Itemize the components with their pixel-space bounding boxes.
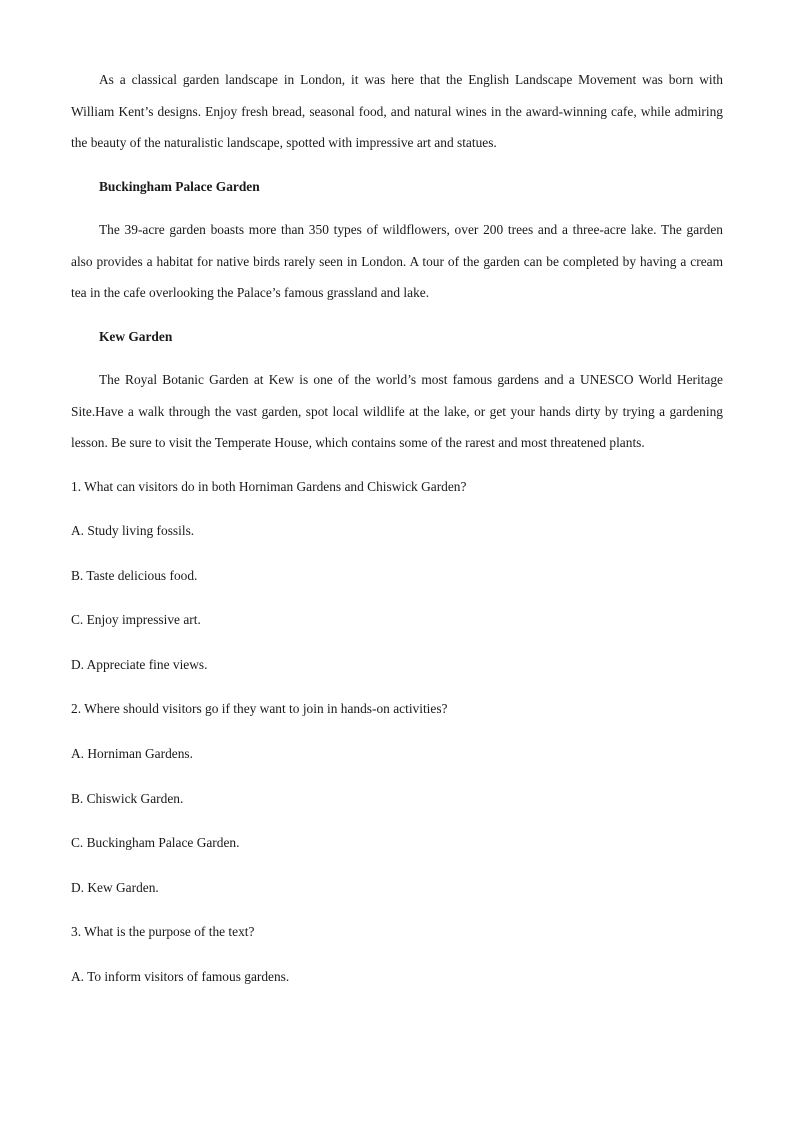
question-1-stem: 1. What can visitors do in both Horniman Gardens and Chiswick Garden? [71, 478, 467, 494]
section-body-kew: The Royal Botanic Garden at Kew is one of the world’s most famous gardens and a UNESCO World Heritage Site.Have a walk through the vast garden, spot local wildlife at the lake, or get your hands dirty by trying a gardening lesson. Be sure to visit the Temperate House, which contains some of the rarest and most threatened plants. [71, 372, 723, 450]
question-2-option-b: B. Chiswick Garden. [71, 790, 184, 806]
question-2-option-c: C. Buckingham Palace Garden. [71, 835, 240, 851]
question-1-option-d: D. Appreciate fine views. [71, 656, 208, 672]
section-heading-kew: Kew Garden [99, 328, 173, 344]
question-2-stem: 2. Where should visitors go if they want to join in hands-on activities? [71, 701, 448, 717]
question-1-option-a: A. Study living fossils. [71, 523, 195, 539]
document-body [71, 64, 723, 1006]
question-list [71, 471, 723, 994]
question-3-option-a: A. To inform visitors of famous gardens. [71, 969, 290, 985]
question-1-option-c: C. Enjoy impressive art. [71, 612, 201, 628]
intro-paragraph: As a classical garden landscape in London, it was here that the English Landscape Movement was born with William Kent’s designs. Enjoy fresh bread, seasonal food, and natural wines in the award-winning cafe, while admiring the beauty of the naturalistic landscape, spotted with impressive art and statues. [71, 72, 723, 150]
question-1-option-b: B. Taste delicious food. [71, 567, 198, 583]
section-body-buckingham: The 39-acre garden boasts more than 350 types of wildflowers, over 200 trees and a three-acre lake. The garden also provides a habitat for native birds rarely seen in London. A tour of the garden can be completed by having a cream tea in the cafe overlooking the Palace’s famous grassland and lake. [71, 222, 723, 300]
section-heading-buckingham: Buckingham Palace Garden [99, 178, 260, 194]
question-2-option-d: D. Kew Garden. [71, 879, 159, 895]
question-2-option-a: A. Horniman Gardens. [71, 746, 193, 762]
question-3-stem: 3. What is the purpose of the text? [71, 924, 255, 940]
